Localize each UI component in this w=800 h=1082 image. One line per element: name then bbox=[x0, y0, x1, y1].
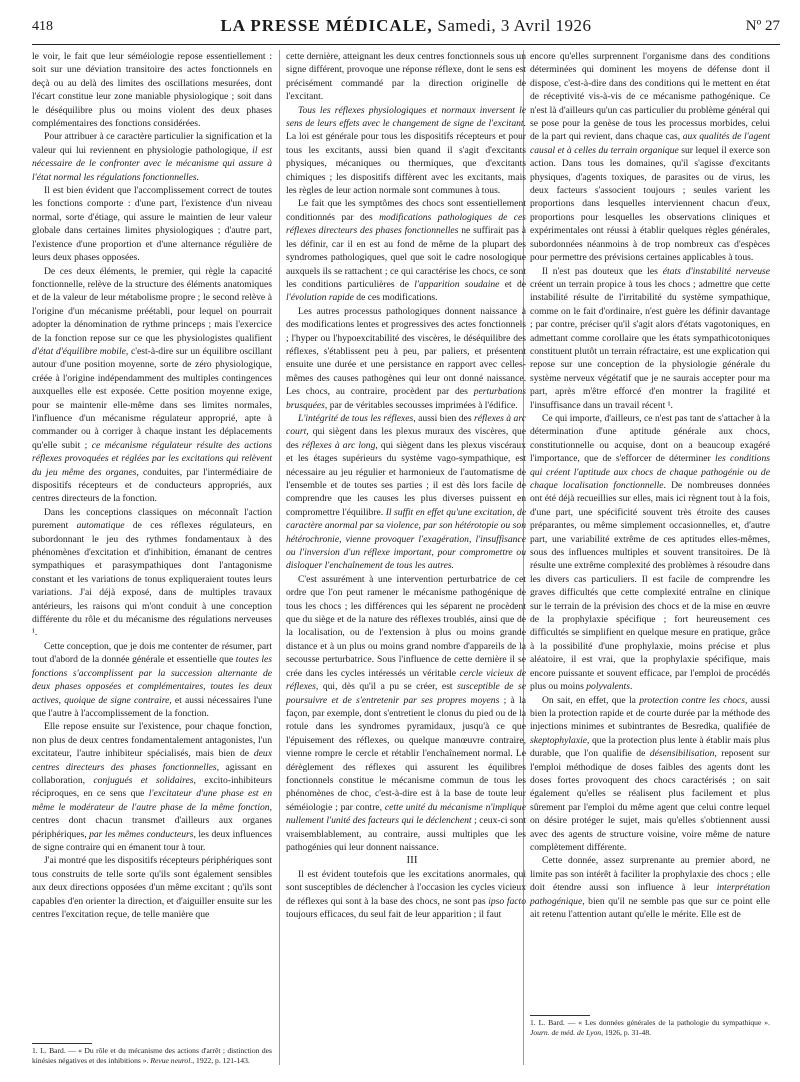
paragraph: Le fait que les symptômes des chocs sont essentiellement conditionnés par des modifications pathologiques de ces réflexes directeurs des phases fonctionnelles ne suffirait pas à les définir, car il en est au fond de même de la plupart des syndromes pathologiques, quel que soit le cadre nosologique auxquels ils se rattachent ; ce qui caractérise les chocs, ce sont les conditions particulières de l'apparition soudaine et de l'évolution rapide de ces modifications. bbox=[286, 198, 526, 304]
text-column-1 bbox=[32, 50, 272, 1040]
paragraph: J'ai montré que les dispositifs récepteurs périphériques sont tous construits de telle sorte qu'ils sont également sensibles aux deux directions opposées d'un même excitant ; qu'ils sont capables d'en orienter la direction, et d'aiguiller ensuite sur les centres l'excitation reçue, de telle manière que bbox=[32, 855, 272, 920]
paragraph: Dans les conceptions classiques on méconnaît l'action purement automatique de ces réflexes régulateurs, en subordonnant le jeu des rythmes fondamentaux à des phénomènes d'excitation et d'inhibition, émanant de centres sympathiques et parasympathiques dont l'antagonisme constant et les variations de tonus expliqueraient toutes leurs variations. J'ai déjà exposé, dans de multiples travaux antérieurs, les raisons qui m'ont conduit à une conception différente du rôle et du mécanisme des régulations nerveuses ¹. bbox=[32, 506, 272, 639]
paragraph: Elle repose ensuite sur l'existence, pour chaque fonction, non plus de deux centres fondamentalement antagonistes, l'un excitateur, l'autre inhibiteur spécialisés, mais bien de deux centres directeurs des phases fonctionnelles, agissant en collaboration, conjugués et solidaires, excito-inhibiteurs réciproques, en ce sens que l'excitateur d'une phase est en même le modérateur de l'autre phase de la même fonction, centres dont chacun transmet d'ailleurs aux organes périphériques, par les mêmes conducteurs, les deux influences de signe contraire qui en émanent tour à tour. bbox=[32, 721, 272, 853]
page-number: 418 bbox=[32, 19, 53, 34]
header-rule bbox=[32, 44, 780, 45]
paragraph: Il n'est pas douteux que les états d'instabilité nerveuse créent un terrain propice à tous les chocs ; admettre que cette instabilité résulte de l'irritabilité du système sympathique, comme on le fait d'ordinaire, n'est guère les définir davantage ; par contre, préciser qu'il s'agit alors d'états vagotoniques, en admettant comme corollaire que les états sympathicotoniques constituent plutôt un terrain réfractaire, est une explication qui repose sur une conception de la physiologie générale du système nerveux végétatif que je ne saurais accepter pour ma part, après m'être efforcé d'en montrer la fragilité et l'insuffisance dans un travail récent ¹. bbox=[530, 265, 770, 411]
footnote-rule bbox=[530, 1015, 590, 1016]
page-header bbox=[32, 16, 780, 40]
footnote: 1. L. Bard. — « Du rôle et du mécanisme des actions d'arrêt ; distinction des kinésies négatives et des inhibitions ». Revue neurol., 1922, p. 121-143. bbox=[32, 1046, 272, 1065]
section-heading: III bbox=[406, 854, 418, 867]
paragraph: On sait, en effet, que la protection contre les chocs, aussi bien la protection rapide et de courte durée par la méthode des injections minimes et subintrantes de Besredka, qualifiée de skeptophylaxie, que la protection plus lente à établir mais plus durable, que l'on qualifie de désensibilisation, reposent sur l'emploi méthodique de doses faibles des agents dont les doses fortes provoquent des chocs caractérisés ; on sait également qu'elles se réalisent plus facilement et plus sûrement par l'emploi du même agent que celui contre lequel on désire protéger le sujet, mais qu'elles s'obtiennent aussi avec des agents de structure voisine, voire même de nature complètement différente. bbox=[530, 694, 771, 853]
running-title bbox=[32, 16, 780, 36]
paragraph: encore qu'elles surprennent l'organisme dans des conditions déterminées qui dominent les moyens de défense dont il dispose, c'est-à-dire dans des conditions qui le mettent en état de réceptivité vis-à-vis de ce mécanisme pathogénique. Ce n'est là d'ailleurs qu'un cas particulier du problème général qui se pose pour la genèse de tous les processus morbides, celui de la part qui revient, dans chaque cas, aux qualités de l'agent causal et à celles du terrain organique sur lequel il exerce son action. Dans tous les domaines, qu'il s'agisse d'excitants physiques, d'agents toxiques, de parasites ou de virus, les deux facteurs s'associent toujours ; seules varient les proportions dans lesquelles interviennent chacun d'eux, proportions pour lesquelles les observations cliniques et expérimentales ont réussi à établir quelques règles générales, subordonnées néanmoins à de trop nombreux cas d'espèces pour permettre des prévisions certaines applicables à tous. bbox=[530, 51, 770, 264]
paragraph: Il est bien évident que l'accomplissement correct de toutes les fonctions comporte : d'une part, l'existence d'un niveau normal, sorte d'étiage, qui assure le maintien de leur valeur globale dans certaines limites physiologiques ; d'autre part, l'existence d'une proportion et d'une alternance régulière de leurs deux phases opposées. bbox=[32, 185, 272, 264]
paragraph: L'intégrité de tous les réflexes, aussi bien des réflexes à arc court, qui siègent dans les plexus muraux des viscères, que des réflexes à arc long, qui siègent dans les plexus viscéraux et les étages supérieurs du système vago-sympathique, est nécessaire au jeu régulier et harmonieux de l'automatisme de l'ensemble et de toutes ses parties ; il est dès lors facile de comprendre que les causes les plus diverses puissent en compromettre l'équilibre. Il suffit en effet qu'une excitation, de caractère anormal par sa violence, par son hétérotopie ou son hétérochronie, vienne provoquer l'exagération, l'insuffisance ou l'inversion d'un réflexe important, pour compromettre ou disloquer l'enchaînement de tous les autres. bbox=[286, 412, 527, 572]
paragraph: Ce qui importe, d'ailleurs, ce n'est pas tant de s'attacher à la détermination d'une aptitude générale aux chocs, constitutionnelle ou acquise, dont on a beaucoup exagéré l'importance, que de s'efforcer de déterminer les conditions qui créent l'aptitude aux chocs de chaque pathogénie ou de chaque localisation fonctionnelle. De nombreuses données ont été déjà recueillies sur elles, mais ici règnent tout à la fois, d'une part, une spécificité souvent très étroite des causes préparantes, ou même simplement occasionnelles, et, d'autre part, une variabilité extrême de ces aptitudes elles-mêmes, sous des influences multiples et souvent transitoires. De là résulte une extrême complexité des problèmes à résoudre dans les divers cas particuliers. Il est facile de comprendre les graves difficultés que cette complexité entraîne en clinique sur le terrain de la prévision des chocs et de la mise en œuvre de la prophylaxie spécifique ; fort heureusement ces difficultés se simplifient en quelque mesure en pratique, grâce à la possibilité d'une prophylaxie, moins précise et plus aléatoire, il est vrai, que la prophylaxie spécifique, mais encore puissante et souvent efficace, par l'emploi de procédés plus ou moins polyvalents. bbox=[530, 412, 770, 693]
paragraph: Tous les réflexes physiologiques et normaux inversent le sens de leurs effets avec le changement de signe de l'excitant. La loi est générale pour tous les dispositifs récepteurs et pour tous les excitants, aussi bien quand il s'agit d'excitants physiques, mécaniques ou thermiques, que d'excitants chimiques ; les dispositifs diffèrent avec les excitants, mais les règles de leur action normale sont communes à tous. bbox=[286, 104, 526, 197]
italic-emphasis: il est nécessaire de le confronter avec le mécanisme qui assure à l'état normal les régulations fonctionnelles. bbox=[32, 144, 272, 183]
journal-name: LA PRESSE MÉDICALE, bbox=[220, 16, 433, 35]
text-column-2 bbox=[286, 50, 526, 1070]
paragraph: Il est évident toutefois que les excitations anormales, qui sont susceptibles de déclencher à l'occasion les cycles vicieux de réflexes qui sont à la base des chocs, ne sont pas ipso facto toujours efficaces, du seul fait de leur apparition ; il faut bbox=[286, 868, 526, 920]
paragraph: De ces deux éléments, le premier, qui règle la capacité fonctionnelle, relève de la structure des éléments anatomiques et de la valeur de leur métabolisme propre ; le second relève à l'origine d'un mécanisme préétabli, pour lequel on pourrait adopter la dénomination de rythme princeps ; mais l'exercice de la fonction repose sur ce que les physiologistes qualifient d'état d'équilibre mobile, c'est-à-dire sur un équilibre oscillant autour d'une position moyenne, sorte de zéro physiologique, créée à l'origine indépendamment des multiples contingences auxquelles elle est exposée. Cette position moyenne exige, pour se maintenir elle-même dans ses limites normales, l'influence d'un mécanisme régulateur approprié, apte à commander ou à corriger à chaque instant les déplacements qu'elle subit ; ce mécanisme régulateur résulte des actions réflexes provoquées et réglées par les excitations qui relèvent du jeu même des organes, conduites, par l'intermédiaire de dispositifs récepteurs et de conducteurs appropriés, aux centres directeurs de la fonction. bbox=[32, 265, 272, 505]
issue-date: Samedi, 3 Avril 1926 bbox=[432, 16, 592, 35]
paragraph: Les autres processus pathologiques donnent naissance à des modifications lentes et progressives des actes fonctionnels ; l'hyper ou l'hypoexcitabilité des viscères, le déséquilibre des réflexes, s'établissent peu à peu, par paliers, et présentent ensuite une durée et une persistance en rapport avec celles-mêmes des causes pathogènes qui leur ont donné naissance. Les chocs, au contraire, procèdent par des perturbations brusquées, par de véritables secousses imprimées à l'édifice. bbox=[286, 305, 526, 411]
column-divider bbox=[279, 50, 280, 1065]
paragraph: Cette donnée, assez surprenante au premier abord, ne limite pas son intérêt à faciliter la prophylaxie des chocs ; elle doit étendre aussi son influence à leur interprétation pathogénique, bien qu'il ne semble pas que sur ce point elle ait retenu l'attention autant qu'elle le mérite. Elle est de bbox=[530, 855, 770, 920]
footnote: 1. L. Bard. — « Les données générales de la pathologie du sympathique ». Journ. de méd. de Lyon, 1926, p. 31-48. bbox=[530, 1018, 770, 1037]
paragraph: Cette conception, que je dois me contenter de résumer, part tout d'abord de la donnée générale et essentielle que toutes les fonctions s'accomplissent par la succession alternante de deux phases opposées et complémentaires, toutes les deux actives, quoique de signe contraire, et aussi nécessaires l'une que l'autre à l'accomplissement de la fonction. bbox=[32, 640, 272, 719]
paragraph: C'est assurément à une intervention perturbatrice de cet ordre que l'on peut ramener le mécanisme pathogénique de tous les chocs ; les différences qui les séparent ne procèdent que du siège et de la nature des réflexes troublés, ainsi que de la localisation, ou de l'extension à plus ou moins grande distance et à un plus ou moins grand nombre d'appareils de la secousse perturbatrice. Sous l'influence de cette dernière il se crée dans les cycles intéressés un véritable cercle vicieux de réflexes, qui, dès qu'il a pu se créer, est susceptible de se poursuivre et de s'entretenir par ses propres moyens ; à la façon, par exemple, dont s'entretient le clonus du pied ou de la rotule dans les syndromes pyramidaux, jusqu'à ce que l'épuisement des réflexes, ou quelque manœuvre contraire, vienne rompre le cercle et rétablir l'enchaînement normal. Le dérèglement des réflexes qui assurent les équilibres fonctionnels constitue le mécanisme commun de tous les phénomènes de choc, c'est-à-dire est à la base de toute leur séméiologie ; par contre, cette unité du mécanisme n'implique nullement l'unité des facteurs qui le déclenchent ; ceux-ci sont vraisemblablement, au contraire, aussi multiples que les pathogénies qui leur donnent naissance. bbox=[286, 573, 526, 853]
paragraph: Pour attribuer à ce caractère particulier la signification et la valeur qui lui reviennent en physiologie pathologique, il est nécessaire de le confronter avec le mécanisme qui assure à l'état normal les régulations fonctionnelles. bbox=[32, 131, 272, 183]
paragraph: le voir, le fait que leur séméiologie repose essentiellement : soit sur une déviation transitoire des actes fonctionnels en deçà ou au delà des limites des oscillations mesurées, dont l'écart constitue leur zone maniable physiologique ; soit dans le déséquilibre plus ou moins violent des deux phases complémentaires des fonctions considérées. bbox=[32, 51, 272, 130]
paragraph: cette dernière, atteignant les deux centres fonctionnels sous un signe différent, provoque une réponse réflexe, dont le sens est précisément commandé par la direction originelle de l'excitant. bbox=[286, 51, 526, 103]
issue-number: Nº 27 bbox=[745, 18, 780, 34]
text-column-3 bbox=[530, 50, 770, 1040]
footnote-rule bbox=[32, 1043, 92, 1044]
